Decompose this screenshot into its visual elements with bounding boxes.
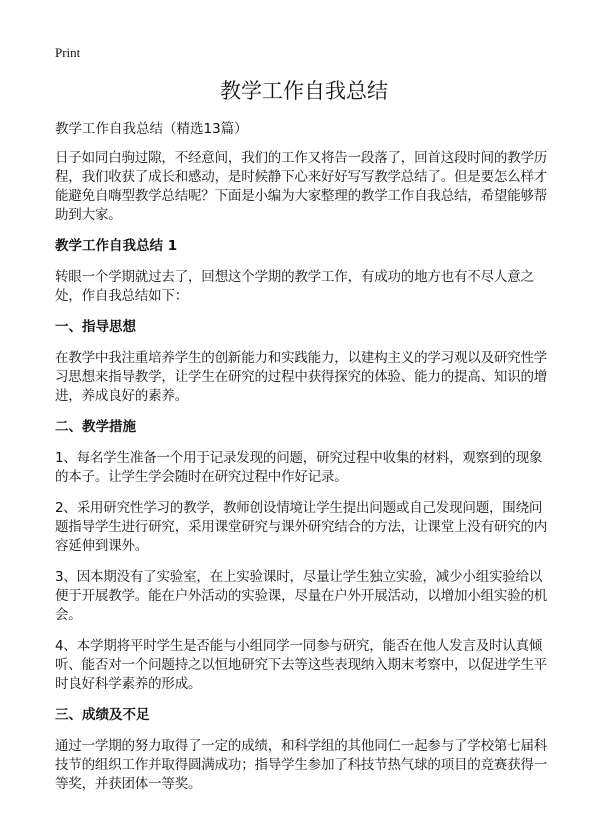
section-intro: 转眼一个学期就过去了，回想这个学期的教学工作，有成功的地方也有不尽人意之处，作自我总结如下： (55, 269, 534, 304)
section-title: 教学工作自我总结 1 (55, 238, 178, 254)
guide-paragraph: 在教学中我注重培养学生的创新能力和实践能力，以建构主义的学习观以及研究性学习思想来指导教学，让学生在研究的过程中获得探究的体验、能力的提高、知识的增进，养成良好的素养。 (55, 350, 548, 404)
results-paragraph: 通过一学期的努力取得了一定的成绩，和科学组的其他同仁一起参与了学校第七届科技节的组织工作并取得圆满成功；指导学生参加了科技节热气球的项目的竞赛获得一等奖，并获团体一等奖。 (55, 738, 548, 792)
intro-paragraph: 日子如同白驹过隙，不经意间，我们的工作又将告一段落了，回首这段时间的教学历程，我们收获了成长和感动，是时候静下心来好好写写教学总结了。但是要怎么样才能避免自嗨型教学总结呢？下面是小编为大家整理的教学工作自我总结，希望能够帮助到大家。 (55, 150, 548, 223)
print-link[interactable]: Print (55, 45, 81, 60)
heading-results: 三、成绩及不足 (55, 707, 150, 723)
heading-guide: 一、指导思想 (55, 319, 136, 335)
page-title: 教学工作自我总结 (220, 79, 388, 103)
heading-measures: 二、教学措施 (55, 419, 136, 435)
measure-item: 3、因本期没有了实验室，在上实验课时，尽量让学生独立实验，减少小组实验给以便于开展教学。能在户外活动的实验课，尽量在户外开展活动，以增加小组实验的机会。 (55, 569, 548, 623)
document-body (55, 76, 553, 806)
measure-item: 1、每名学生准备一个用于记录发现的问题，研究过程中收集的材料，观察到的现象的本子。让学生学会随时在研究过程中作好记录。 (55, 450, 543, 485)
measure-item: 4、本学期将平时学生是否能与小组同学一同参与研究，能否在他人发言及时认真倾听、能否对一个问题持之以恒地研究下去等这些表现纳入期末考察中，以促进学生平时良好科学素养的形成。 (55, 638, 548, 692)
measure-item: 2、采用研究性学习的教学，教师创设情境让学生提出问题或自己发现问题，围绕问题指导学生进行研究，采用课堂研究与课外研究结合的方法，让课堂上没有研究的内容延伸到课外。 (55, 500, 548, 554)
subtitle: 教学工作自我总结（精选13篇） (55, 121, 248, 137)
